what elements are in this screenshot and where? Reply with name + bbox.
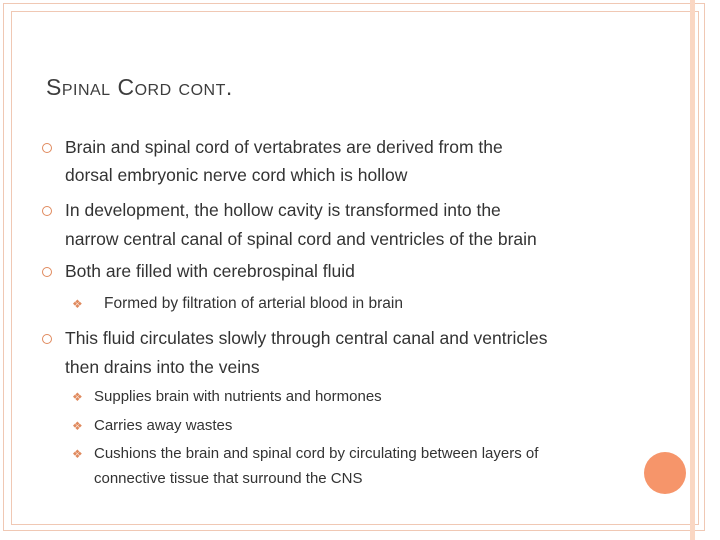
bullet-circle-icon (42, 143, 52, 153)
bullet-4-line-2: then drains into the veins (65, 357, 260, 377)
bullet-3-sub-1: Formed by filtration of arterial blood in brain (104, 295, 403, 312)
bullet-4-sub-3-line-1: Cushions the brain and spinal cord by circulating between layers of (94, 445, 539, 462)
bullet-2-line-1: In development, the hollow cavity is transformed into the (65, 200, 501, 220)
slide-title: Spinal Cord cont. (46, 74, 233, 100)
bullet-circle-icon (42, 334, 52, 344)
bullet-1-line-2: dorsal embryonic nerve cord which is hollow (65, 165, 408, 185)
bullet-1-line-1: Brain and spinal cord of vertabrates are derived from the (65, 137, 503, 157)
sub-bullet-icon: ❖ (72, 297, 83, 311)
bullet-2-line-2: narrow central canal of spinal cord and ventricles of the brain (65, 229, 537, 249)
bullet-3-line-1: Both are filled with cerebrospinal fluid (65, 261, 355, 281)
bullet-circle-icon (42, 206, 52, 216)
bullet-4-sub-3-line-2: connective tissue that surround the CNS (94, 470, 363, 487)
sub-bullet-icon: ❖ (72, 419, 83, 433)
sub-bullet-icon: ❖ (72, 390, 83, 404)
bullet-4-line-1: This fluid circulates slowly through central canal and ventricles (65, 328, 548, 348)
bullet-4-sub-2: Carries away wastes (94, 417, 233, 434)
decorative-circle (644, 452, 686, 494)
bullet-circle-icon (42, 267, 52, 277)
sub-bullet-icon: ❖ (72, 447, 83, 461)
bullet-4-sub-1: Supplies brain with nutrients and hormones (94, 388, 382, 405)
decorative-strip (690, 0, 695, 540)
